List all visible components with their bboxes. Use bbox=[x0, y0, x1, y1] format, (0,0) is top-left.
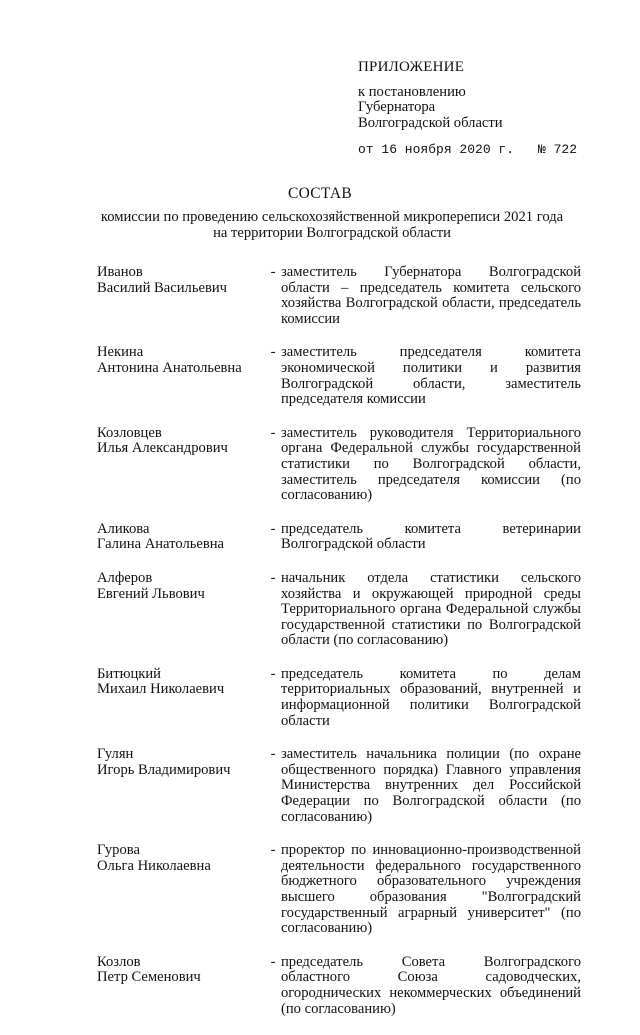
member-role: председатель комитета ветеринарии Волгоградской области bbox=[281, 520, 581, 553]
member-row bbox=[97, 747, 587, 825]
separator-dash: - bbox=[270, 665, 276, 682]
member-surname: Алферов bbox=[97, 569, 153, 586]
separator-dash: - bbox=[270, 264, 276, 280]
member-row bbox=[97, 667, 587, 729]
member-name bbox=[97, 345, 265, 407]
member-name bbox=[97, 955, 265, 1017]
member-surname: Некина bbox=[97, 344, 144, 361]
member-role: заместитель Губернатора Волгоградской области – председатель комитета сельского хозяйства Волгоградской области, председатель комиссии bbox=[281, 264, 581, 327]
subtitle-line2: на территории Волгоградской области bbox=[213, 224, 451, 241]
member-surname: Аликова bbox=[97, 520, 150, 537]
member-name bbox=[97, 426, 265, 504]
member-surname: Гурова bbox=[97, 842, 140, 859]
member-row bbox=[97, 345, 587, 407]
member-role: заместитель руководителя Территориального органа Федеральной службы государственной статистики по Волгоградской области, заместитель председателя комиссии (по согласованию) bbox=[281, 424, 581, 504]
member-given-names: Василий Васильевич bbox=[97, 279, 228, 296]
member-name bbox=[97, 522, 265, 553]
member-role: начальник отдела статистики сельского хозяйства и окружающей природной среды Территориального органа Федеральной службы государственной статистики по Волгоградской области (по согласованию) bbox=[281, 569, 581, 649]
decree-reference-line2: Губернатора bbox=[358, 99, 436, 116]
member-name bbox=[97, 843, 265, 937]
separator-dash: - bbox=[270, 569, 276, 586]
appendix-header bbox=[358, 60, 577, 158]
separator-dash: - bbox=[270, 746, 276, 763]
commission-members-list bbox=[97, 265, 587, 1035]
member-row bbox=[97, 265, 587, 327]
member-row bbox=[97, 843, 587, 937]
member-role: председатель Совета Волгоградского областного Союза садоводческих, огороднических некоммерческих объединений (по согласованию) bbox=[281, 953, 581, 1017]
member-surname: Битюцкий bbox=[97, 665, 161, 682]
separator-dash: - bbox=[270, 344, 276, 361]
member-role: заместитель председателя комитета экономической политики и развития Волгоградской области, заместитель председателя комиссии bbox=[281, 344, 581, 408]
member-given-names: Галина Анатольевна bbox=[97, 536, 225, 553]
separator-dash: - bbox=[270, 520, 276, 537]
subtitle-line1: комиссии по проведению сельскохозяйственной микропереписи 2021 года bbox=[100, 209, 564, 225]
member-surname: Козловцев bbox=[97, 424, 162, 441]
member-given-names: Евгений Львович bbox=[97, 585, 205, 602]
member-surname: Иванов bbox=[97, 264, 143, 280]
member-surname: Козлов bbox=[97, 953, 141, 970]
appendix-label: ПРИЛОЖЕНИЕ bbox=[358, 59, 465, 75]
member-given-names: Илья Александрович bbox=[97, 440, 228, 457]
member-given-names: Петр Семенович bbox=[97, 969, 201, 986]
decree-number: № 722 bbox=[538, 142, 578, 158]
member-row bbox=[97, 955, 587, 1017]
separator-dash: - bbox=[270, 953, 276, 970]
member-given-names: Игорь Владимирович bbox=[97, 761, 231, 778]
separator-dash: - bbox=[270, 842, 276, 859]
document-title: СОСТАВ bbox=[287, 185, 353, 202]
document-subtitle bbox=[82, 210, 582, 241]
member-role: председатель комитета по делам территориальных образований, внутренней и информационной политики Волгоградской области bbox=[281, 665, 581, 729]
separator-dash: - bbox=[270, 424, 276, 441]
member-given-names: Ольга Николаевна bbox=[97, 857, 211, 874]
decree-reference-line1: к постановлению bbox=[358, 83, 466, 100]
member-given-names: Антонина Анатольевна bbox=[97, 359, 242, 376]
member-role: заместитель начальника полиции (по охране общественного порядка) Главного управления Министерства внутренних дел Российской Федерации по Волгоградской области (по согласованию) bbox=[281, 746, 581, 825]
member-role: проректор по инновационно-производственной деятельности федерального государственного бюджетного образовательного учреждения высшего образования "Волгоградский государственный аграрный университет" (по согласованию) bbox=[281, 842, 581, 937]
member-row bbox=[97, 426, 587, 504]
decree-date: от 16 ноября 2020 г. bbox=[358, 142, 515, 158]
member-given-names: Михаил Николаевич bbox=[97, 681, 225, 698]
member-name bbox=[97, 747, 265, 825]
member-name bbox=[97, 265, 265, 327]
decree-date-line bbox=[358, 142, 577, 158]
decree-reference-line3: Волгоградской области bbox=[358, 114, 503, 131]
member-surname: Гулян bbox=[97, 746, 134, 763]
member-row bbox=[97, 571, 587, 649]
member-row bbox=[97, 522, 587, 553]
member-name bbox=[97, 667, 265, 729]
member-name bbox=[97, 571, 265, 649]
